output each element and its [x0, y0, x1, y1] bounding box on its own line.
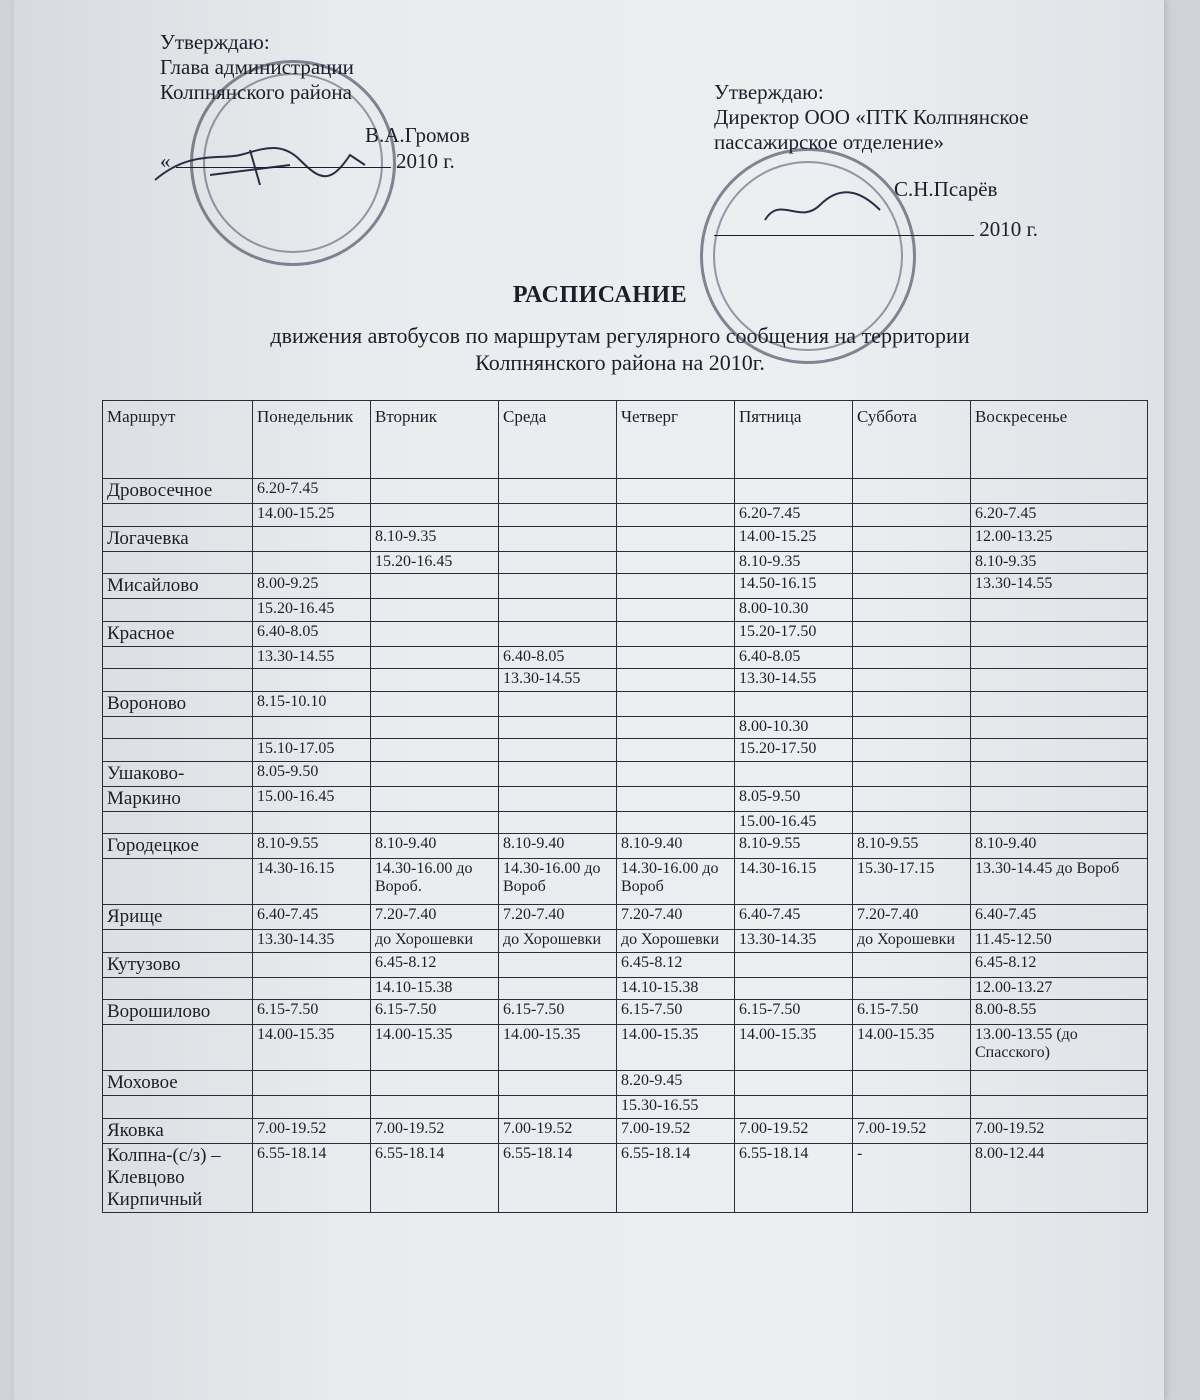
schedule-time-cell: 6.40-8.05 — [253, 621, 371, 646]
schedule-time-cell: 8.10-9.55 — [735, 834, 853, 859]
schedule-time-cell — [971, 479, 1148, 504]
schedule-time-cell — [499, 952, 617, 977]
schedule-time-cell: 8.15-10.10 — [253, 691, 371, 716]
schedule-time-cell — [971, 811, 1148, 834]
table-row — [103, 479, 1148, 504]
approval-right-name: С.Н.Псарёв — [894, 177, 998, 201]
schedule-time-cell: 14.30-16.15 — [253, 859, 371, 905]
table-row — [103, 1143, 1148, 1212]
table-row — [103, 551, 1148, 574]
schedule-time-cell: 13.30-14.45 до Вороб — [971, 859, 1148, 905]
schedule-time-cell: 8.00-8.55 — [971, 1000, 1148, 1025]
schedule-time-cell — [499, 977, 617, 1000]
schedule-time-cell: 15.30-16.55 — [617, 1096, 735, 1119]
schedule-time-cell — [735, 1071, 853, 1096]
table-row — [103, 526, 1148, 551]
schedule-time-cell: 14.00-15.35 — [499, 1025, 617, 1071]
schedule-time-cell: - — [853, 1143, 971, 1212]
approval-left-name-row — [160, 105, 560, 149]
schedule-time-cell — [371, 1071, 499, 1096]
schedule-time-cell — [371, 479, 499, 504]
schedule-time-cell — [371, 691, 499, 716]
route-name-cell: Городецкое — [103, 834, 253, 859]
column-header: Четверг — [617, 401, 735, 479]
table-row — [103, 1118, 1148, 1143]
column-header: Суббота — [853, 401, 971, 479]
schedule-time-cell: 14.00-15.35 — [371, 1025, 499, 1071]
schedule-time-cell: 8.10-9.40 — [371, 834, 499, 859]
schedule-time-cell — [253, 952, 371, 977]
schedule-time-cell — [617, 574, 735, 599]
approval-left-year: 2010 г. — [396, 149, 455, 173]
schedule-time-cell — [371, 716, 499, 739]
route-name-cell: Мисайлово — [103, 574, 253, 599]
schedule-time-cell — [617, 526, 735, 551]
approval-left-line1: Утверждаю: — [160, 30, 270, 54]
schedule-time-cell: 6.15-7.50 — [735, 1000, 853, 1025]
schedule-time-cell: 6.55-18.14 — [617, 1143, 735, 1212]
schedule-time-cell — [371, 786, 499, 811]
schedule-time-cell: 6.15-7.50 — [253, 1000, 371, 1025]
schedule-time-cell: 6.45-8.12 — [971, 952, 1148, 977]
schedule-time-cell — [735, 952, 853, 977]
schedule-time-cell: 6.55-18.14 — [735, 1143, 853, 1212]
schedule-time-cell: 12.00-13.27 — [971, 977, 1148, 1000]
schedule-time-cell — [499, 1096, 617, 1119]
schedule-time-cell: 7.20-7.40 — [371, 905, 499, 930]
route-name-cell — [103, 599, 253, 622]
schedule-time-cell: 14.10-15.38 — [371, 977, 499, 1000]
table-row — [103, 1096, 1148, 1119]
table-row — [103, 1071, 1148, 1096]
schedule-time-cell: 8.20-9.45 — [617, 1071, 735, 1096]
table-row — [103, 977, 1148, 1000]
schedule-time-cell — [371, 761, 499, 786]
schedule-time-cell: 6.45-8.12 — [617, 952, 735, 977]
table-row — [103, 1000, 1148, 1025]
schedule-time-cell — [617, 691, 735, 716]
table-row — [103, 905, 1148, 930]
schedule-time-cell: 8.10-9.40 — [499, 834, 617, 859]
schedule-time-cell: 15.20-17.50 — [735, 739, 853, 762]
route-name-cell: Ярище — [103, 905, 253, 930]
schedule-time-cell: 13.30-14.55 — [971, 574, 1148, 599]
approval-right-date-row — [714, 217, 1134, 247]
schedule-time-cell: 14.10-15.38 — [617, 977, 735, 1000]
route-name-cell — [103, 859, 253, 905]
approval-left-name: В.А.Громов — [365, 123, 470, 147]
table-row — [103, 504, 1148, 527]
schedule-time-cell — [371, 646, 499, 669]
schedule-time-cell — [253, 551, 371, 574]
table-header-row — [103, 401, 1148, 479]
route-name-cell: Яковка — [103, 1118, 253, 1143]
schedule-time-cell: 14.00-15.35 — [617, 1025, 735, 1071]
schedule-time-cell — [253, 977, 371, 1000]
schedule-time-cell: 15.00-16.45 — [253, 786, 371, 811]
route-name-cell — [103, 1025, 253, 1071]
column-header: Маршрут — [103, 401, 253, 479]
table-row — [103, 691, 1148, 716]
schedule-time-cell: 15.20-16.45 — [371, 551, 499, 574]
schedule-time-cell: 6.55-18.14 — [371, 1143, 499, 1212]
schedule-time-cell: 13.30-14.55 — [499, 669, 617, 692]
schedule-time-cell: 8.00-10.30 — [735, 716, 853, 739]
schedule-time-cell: 8.10-9.40 — [971, 834, 1148, 859]
schedule-time-cell: 13.00-13.55 (до Спасского) — [971, 1025, 1148, 1071]
approval-block-left — [160, 30, 560, 179]
table-row — [103, 811, 1148, 834]
schedule-time-cell — [971, 669, 1148, 692]
schedule-time-cell — [735, 977, 853, 1000]
schedule-time-cell — [253, 716, 371, 739]
schedule-time-cell: 14.00-15.25 — [253, 504, 371, 527]
schedule-time-cell — [617, 716, 735, 739]
schedule-time-cell — [735, 479, 853, 504]
schedule-time-cell: 15.30-17.15 — [853, 859, 971, 905]
column-header: Воскресенье — [971, 401, 1148, 479]
schedule-time-cell: 8.10-9.35 — [971, 551, 1148, 574]
schedule-time-cell: 6.45-8.12 — [371, 952, 499, 977]
route-name-cell — [103, 930, 253, 953]
schedule-time-cell: 14.30-16.00 до Вороб — [499, 859, 617, 905]
schedule-time-cell: 13.30-14.55 — [253, 646, 371, 669]
schedule-time-cell: 8.10-9.35 — [371, 526, 499, 551]
column-header: Пятница — [735, 401, 853, 479]
schedule-time-cell: 7.00-19.52 — [499, 1118, 617, 1143]
route-name-cell — [103, 977, 253, 1000]
schedule-time-cell — [371, 621, 499, 646]
schedule-time-cell: 14.30-16.00 до Вороб — [617, 859, 735, 905]
schedule-time-cell — [971, 786, 1148, 811]
approval-right-line1: Утверждаю: — [714, 80, 824, 104]
table-row — [103, 621, 1148, 646]
column-header: Вторник — [371, 401, 499, 479]
schedule-time-cell: 7.20-7.40 — [617, 905, 735, 930]
approval-right-line2: Директор ООО «ПТК Колпнянское — [714, 105, 1029, 129]
schedule-time-cell: 8.05-9.50 — [735, 786, 853, 811]
schedule-time-cell: 6.15-7.50 — [499, 1000, 617, 1025]
schedule-time-cell: 7.00-19.52 — [617, 1118, 735, 1143]
schedule-time-cell — [853, 761, 971, 786]
schedule-time-cell — [617, 479, 735, 504]
schedule-time-cell — [971, 599, 1148, 622]
schedule-time-cell: 7.20-7.40 — [499, 905, 617, 930]
table-row — [103, 574, 1148, 599]
schedule-time-cell — [371, 599, 499, 622]
column-header: Среда — [499, 401, 617, 479]
schedule-time-cell — [253, 526, 371, 551]
approval-left-date-quote: « — [160, 149, 171, 173]
schedule-time-cell — [499, 761, 617, 786]
route-name-cell: Вороново — [103, 691, 253, 716]
schedule-time-cell — [371, 504, 499, 527]
route-name-cell: Колпна-(с/з) –Клевцово Кирпичный — [103, 1143, 253, 1212]
table-row — [103, 716, 1148, 739]
schedule-time-cell — [499, 526, 617, 551]
route-name-cell: Красное — [103, 621, 253, 646]
schedule-time-cell — [499, 599, 617, 622]
schedule-time-cell: до Хорошевки — [371, 930, 499, 953]
schedule-time-cell: 14.00-15.35 — [735, 1025, 853, 1071]
schedule-time-cell — [971, 646, 1148, 669]
schedule-time-cell: 8.00-10.30 — [735, 599, 853, 622]
schedule-time-cell — [853, 716, 971, 739]
schedule-time-cell — [253, 669, 371, 692]
route-name-cell — [103, 1096, 253, 1119]
schedule-time-cell — [499, 504, 617, 527]
subtitle-line-1: движения автобусов по маршрутам регулярного сообщения на территории — [270, 323, 970, 348]
schedule-time-cell — [617, 504, 735, 527]
schedule-time-cell: 15.00-16.45 — [735, 811, 853, 834]
schedule-time-cell: 14.00-15.25 — [735, 526, 853, 551]
document-title: РАСПИСАНИЕ — [512, 282, 688, 308]
schedule-time-cell: 6.40-8.05 — [499, 646, 617, 669]
approval-right-line3: пассажирское отделение» — [714, 130, 945, 154]
schedule-time-cell: 6.15-7.50 — [853, 1000, 971, 1025]
schedule-time-cell — [971, 739, 1148, 762]
route-name-cell — [103, 504, 253, 527]
schedule-time-cell: 7.00-19.52 — [971, 1118, 1148, 1143]
approval-right-year: 2010 г. — [979, 217, 1038, 241]
schedule-time-cell: 7.00-19.52 — [253, 1118, 371, 1143]
schedule-time-cell — [735, 691, 853, 716]
route-name-cell — [103, 811, 253, 834]
schedule-time-cell: 6.55-18.14 — [253, 1143, 371, 1212]
schedule-time-cell — [499, 551, 617, 574]
schedule-time-cell: 8.10-9.55 — [253, 834, 371, 859]
schedule-time-cell — [971, 1071, 1148, 1096]
schedule-time-cell — [853, 1096, 971, 1119]
route-name-cell — [103, 646, 253, 669]
schedule-time-cell: 6.15-7.50 — [371, 1000, 499, 1025]
route-name-cell: Моховое — [103, 1071, 253, 1096]
table-row — [103, 834, 1148, 859]
schedule-time-cell: 12.00-13.25 — [971, 526, 1148, 551]
schedule-time-cell: 6.40-8.05 — [735, 646, 853, 669]
schedule-time-cell — [499, 811, 617, 834]
schedule-time-cell — [371, 574, 499, 599]
schedule-time-cell: 11.45-12.50 — [971, 930, 1148, 953]
schedule-time-cell: 8.05-9.50 — [253, 761, 371, 786]
schedule-time-cell: 13.30-14.35 — [253, 930, 371, 953]
schedule-time-cell — [853, 574, 971, 599]
schedule-time-cell: 15.10-17.05 — [253, 739, 371, 762]
schedule-time-cell: 6.40-7.45 — [735, 905, 853, 930]
schedule-time-cell: 15.20-17.50 — [735, 621, 853, 646]
route-name-cell: Кутузово — [103, 952, 253, 977]
schedule-time-cell — [971, 1096, 1148, 1119]
schedule-time-cell — [853, 479, 971, 504]
schedule-time-cell: 8.00-12.44 — [971, 1143, 1148, 1212]
schedule-time-cell — [853, 739, 971, 762]
schedule-time-cell — [371, 739, 499, 762]
schedule-time-cell — [853, 646, 971, 669]
approval-left-line3: Колпнянского района — [160, 80, 352, 104]
column-header: Понедельник — [253, 401, 371, 479]
schedule-table — [102, 400, 1148, 1213]
schedule-time-cell: 7.00-19.52 — [735, 1118, 853, 1143]
table-row — [103, 669, 1148, 692]
schedule-time-cell — [253, 1096, 371, 1119]
schedule-time-cell: 6.40-7.45 — [253, 905, 371, 930]
schedule-time-cell: 6.20-7.45 — [253, 479, 371, 504]
schedule-time-cell: 6.15-7.50 — [617, 1000, 735, 1025]
schedule-time-cell: 14.30-16.00 до Вороб. — [371, 859, 499, 905]
schedule-time-cell — [735, 761, 853, 786]
schedule-time-cell — [617, 599, 735, 622]
schedule-time-cell: до Хорошевки — [499, 930, 617, 953]
schedule-time-cell: 6.55-18.14 — [499, 1143, 617, 1212]
schedule-time-cell — [499, 691, 617, 716]
route-name-cell — [103, 669, 253, 692]
approval-left-line2: Глава администрации — [160, 55, 354, 79]
route-name-cell: Ворошилово — [103, 1000, 253, 1025]
schedule-time-cell: 7.00-19.52 — [853, 1118, 971, 1143]
schedule-time-cell: 6.40-7.45 — [971, 905, 1148, 930]
schedule-time-cell — [617, 786, 735, 811]
schedule-time-cell — [499, 479, 617, 504]
schedule-time-cell — [853, 691, 971, 716]
table-row — [103, 739, 1148, 762]
schedule-time-cell: 6.20-7.45 — [971, 504, 1148, 527]
schedule-time-cell — [617, 621, 735, 646]
schedule-time-cell: 8.00-9.25 — [253, 574, 371, 599]
subtitle-line-2: Колпнянского района на 2010г. — [475, 350, 765, 375]
table-row — [103, 599, 1148, 622]
schedule-time-cell — [617, 739, 735, 762]
table-row — [103, 761, 1148, 786]
schedule-time-cell — [617, 669, 735, 692]
table-row — [103, 646, 1148, 669]
schedule-time-cell — [371, 811, 499, 834]
schedule-time-cell: 14.30-16.15 — [735, 859, 853, 905]
schedule-time-cell — [371, 669, 499, 692]
schedule-time-cell: 8.10-9.55 — [853, 834, 971, 859]
schedule-time-cell — [499, 716, 617, 739]
schedule-time-cell — [853, 551, 971, 574]
schedule-time-cell: 8.10-9.40 — [617, 834, 735, 859]
schedule-time-cell — [853, 621, 971, 646]
schedule-time-cell — [853, 952, 971, 977]
route-name-cell: Логачевка — [103, 526, 253, 551]
schedule-time-cell: 8.10-9.35 — [735, 551, 853, 574]
approval-left-date-line — [176, 167, 391, 168]
schedule-time-cell — [853, 504, 971, 527]
schedule-time-cell — [971, 691, 1148, 716]
schedule-time-cell — [253, 1071, 371, 1096]
schedule-time-cell — [971, 716, 1148, 739]
route-name-cell: Ушаково- — [103, 761, 253, 786]
approval-right-date-line — [714, 235, 974, 236]
schedule-time-cell — [499, 574, 617, 599]
schedule-time-cell: 7.20-7.40 — [853, 905, 971, 930]
schedule-time-cell: 7.00-19.52 — [371, 1118, 499, 1143]
route-name-cell — [103, 716, 253, 739]
schedule-table-body — [103, 479, 1148, 1213]
schedule-time-cell: 14.50-16.15 — [735, 574, 853, 599]
route-name-cell: Дровосечное — [103, 479, 253, 504]
schedule-time-cell — [853, 526, 971, 551]
schedule-time-cell: 13.30-14.35 — [735, 930, 853, 953]
schedule-time-cell — [499, 1071, 617, 1096]
schedule-time-cell — [971, 621, 1148, 646]
schedule-time-cell: 14.00-15.35 — [253, 1025, 371, 1071]
table-row — [103, 859, 1148, 905]
schedule-time-cell — [853, 669, 971, 692]
schedule-time-cell: 6.20-7.45 — [735, 504, 853, 527]
schedule-time-cell: 14.00-15.35 — [853, 1025, 971, 1071]
schedule-time-cell — [617, 811, 735, 834]
schedule-time-cell — [499, 739, 617, 762]
approval-right-name-row — [714, 155, 1134, 201]
schedule-time-cell — [499, 786, 617, 811]
schedule-time-cell — [853, 811, 971, 834]
table-row — [103, 952, 1148, 977]
schedule-time-cell — [853, 786, 971, 811]
route-name-cell — [103, 551, 253, 574]
table-row — [103, 786, 1148, 811]
route-name-cell: Маркино — [103, 786, 253, 811]
schedule-time-cell — [253, 811, 371, 834]
schedule-time-cell — [853, 977, 971, 1000]
approval-block-right — [714, 80, 1134, 247]
schedule-time-cell — [617, 551, 735, 574]
schedule-time-cell — [735, 1096, 853, 1119]
schedule-time-cell: до Хорошевки — [617, 930, 735, 953]
schedule-time-cell — [499, 621, 617, 646]
schedule-time-cell — [853, 599, 971, 622]
schedule-time-cell: 13.30-14.55 — [735, 669, 853, 692]
schedule-time-cell — [371, 1096, 499, 1119]
schedule-time-cell — [617, 761, 735, 786]
route-name-cell — [103, 739, 253, 762]
schedule-time-cell: до Хорошевки — [853, 930, 971, 953]
schedule-time-cell — [971, 761, 1148, 786]
approval-left-date-row — [160, 149, 560, 179]
document-subtitle — [180, 322, 1060, 376]
table-row — [103, 1025, 1148, 1071]
schedule-time-cell: 15.20-16.45 — [253, 599, 371, 622]
schedule-time-cell — [853, 1071, 971, 1096]
table-row — [103, 930, 1148, 953]
schedule-time-cell — [617, 646, 735, 669]
